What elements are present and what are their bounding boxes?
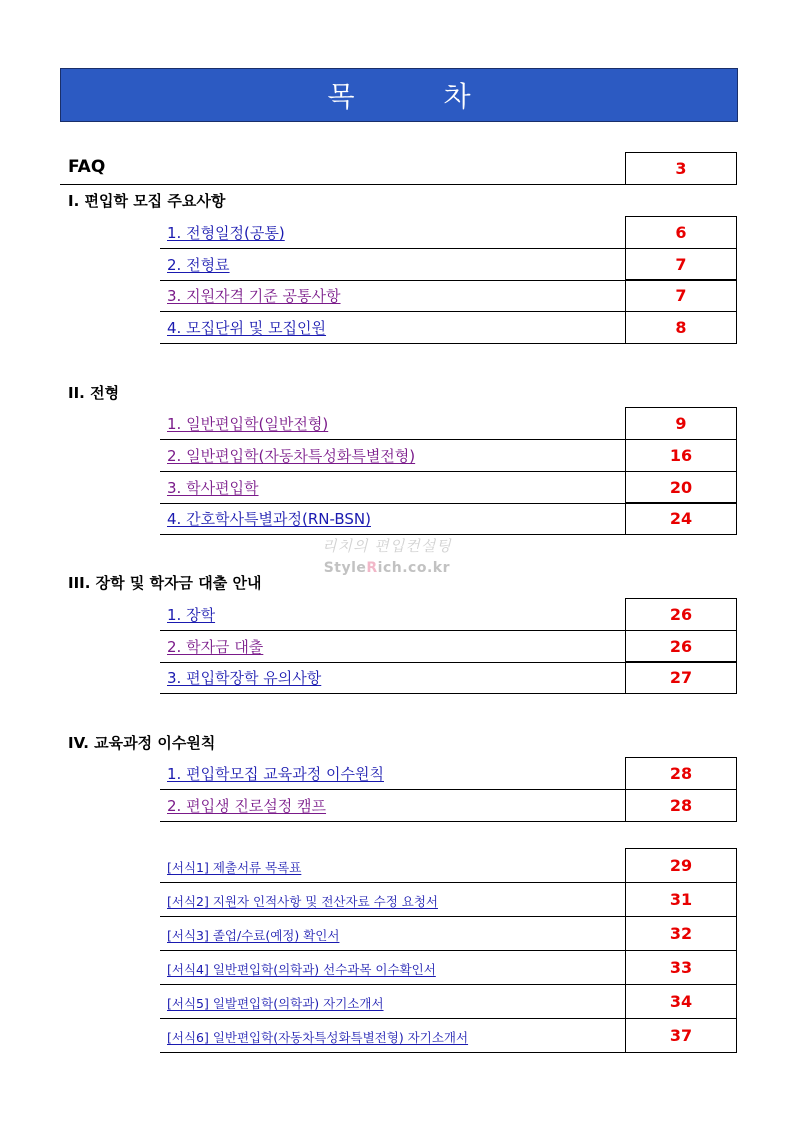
form-link[interactable]: [서식2] 지원자 인적사항 및 전산자료 수정 요청서 [167, 894, 438, 909]
section-heading-3: III. 장학 및 학자금 대출 안내 [68, 574, 262, 592]
page-number: 8 [625, 311, 737, 343]
toc-row [160, 472, 737, 504]
watermark-text: R [366, 560, 378, 576]
toc-title-bar [60, 68, 738, 122]
toc-row [160, 758, 737, 790]
toc-row [160, 408, 737, 440]
toc-link[interactable]: 2. 일반편입학(자동차특성화특별전형) [167, 447, 416, 465]
toc-link[interactable]: 3. 학사편입학 [167, 479, 259, 497]
toc-row [160, 599, 737, 631]
toc-link[interactable]: 2. 전형료 [167, 256, 230, 274]
toc-link[interactable]: 2. 학자금 대출 [167, 638, 264, 656]
toc-link[interactable]: 1. 장학 [167, 606, 216, 624]
toc-link[interactable]: 2. 편입생 진로설정 캠프 [167, 797, 327, 815]
toc-row [160, 662, 737, 694]
page-number: 9 [625, 407, 737, 439]
page-number: 26 [625, 630, 737, 662]
form-row [160, 849, 737, 883]
page-number: 32 [625, 916, 737, 950]
form-row [160, 1019, 737, 1053]
form-row [160, 917, 737, 951]
form-link[interactable]: [서식1] 제출서류 목록표 [167, 860, 302, 875]
page-number: 16 [625, 439, 737, 471]
form-link[interactable]: [서식5] 일발편입학(의학과) 자기소개서 [167, 996, 384, 1011]
faq-page-number: 3 [625, 152, 737, 184]
page-number: 7 [625, 279, 737, 311]
toc-row [160, 790, 737, 822]
toc-row [160, 440, 737, 472]
toc-row [160, 280, 737, 312]
page-number: 31 [625, 882, 737, 916]
form-link[interactable]: [서식3] 졸업/수료(예정) 확인서 [167, 928, 340, 943]
toc-link[interactable]: 3. 편입학장학 유의사항 [167, 669, 322, 687]
form-link[interactable]: [서식6] 일반편입학(자동차특성화특별전형) 자기소개서 [167, 1030, 469, 1045]
toc-link[interactable]: 3. 지원자격 기준 공통사항 [167, 287, 341, 305]
watermark [322, 535, 452, 576]
watermark-line-1: 리치의 편입컨설팅 [322, 537, 452, 555]
section-heading-4: IV. 교육과정 이수원칙 [68, 734, 216, 752]
page-number: 33 [625, 950, 737, 984]
toc-link[interactable]: 4. 모집단위 및 모집인원 [167, 319, 327, 337]
toc-row [160, 631, 737, 663]
watermark-text: ich.co.kr [377, 560, 451, 576]
page-number: 20 [625, 471, 737, 503]
page-number: 29 [625, 848, 737, 882]
page-number: 24 [625, 502, 737, 534]
watermark-line-2 [322, 560, 452, 576]
toc-link[interactable]: 1. 전형일정(공통) [167, 224, 285, 242]
section-heading-2: II. 전형 [68, 384, 120, 402]
toc-row [160, 217, 737, 249]
toc-row [160, 249, 737, 281]
watermark-text: Style [323, 560, 367, 576]
page-number: 37 [625, 1018, 737, 1052]
page-number: 7 [625, 248, 737, 280]
toc-link[interactable]: 1. 편입학모집 교육과정 이수원칙 [167, 765, 384, 783]
page-number: 28 [625, 789, 737, 821]
faq-row [60, 153, 737, 185]
form-row [160, 883, 737, 917]
toc-row [160, 312, 737, 344]
faq-label: FAQ [68, 157, 106, 177]
toc-row [160, 503, 737, 535]
toc-link[interactable]: 4. 간호학사특별과정(RN-BSN) [167, 510, 371, 528]
page-number: 6 [625, 216, 737, 248]
form-row [160, 951, 737, 985]
page-number: 27 [625, 661, 737, 693]
form-link[interactable]: [서식4] 일반편입학(의학과) 선수과목 이수확인서 [167, 962, 436, 977]
page-title: 목 차 [327, 80, 511, 113]
page-number: 28 [625, 757, 737, 789]
toc-link[interactable]: 1. 일반편입학(일반전형) [167, 415, 329, 433]
page-number: 34 [625, 984, 737, 1018]
form-row [160, 985, 737, 1019]
section-heading-1: I. 편입학 모집 주요사항 [68, 192, 226, 210]
page-number: 26 [625, 598, 737, 630]
